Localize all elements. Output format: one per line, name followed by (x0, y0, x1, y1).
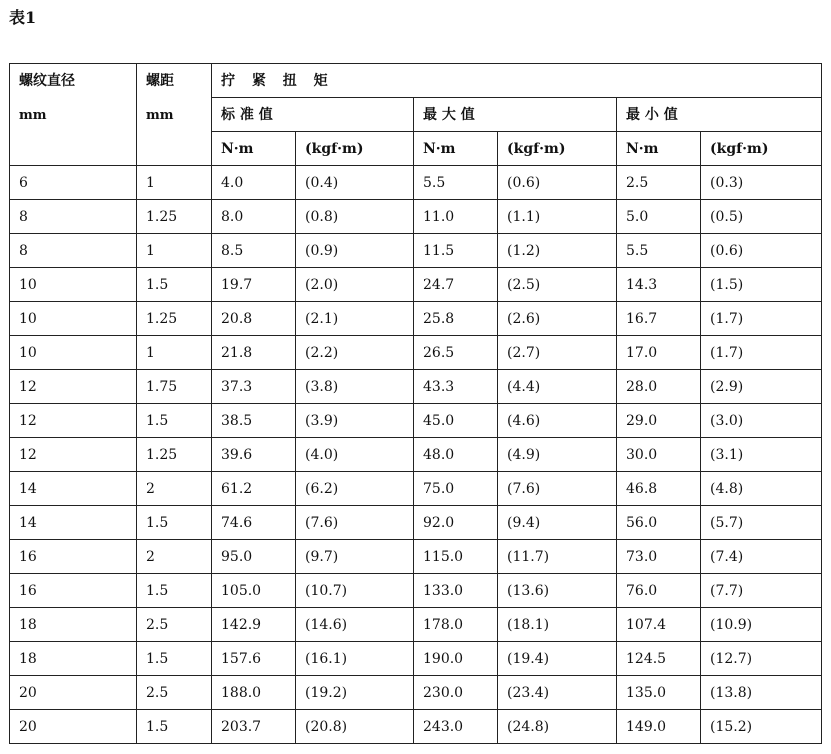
cell-max-kgf: (2.6) (498, 302, 617, 336)
unit-kgf-min: (kgf·m) (701, 132, 822, 166)
cell-pitch: 1.75 (137, 370, 212, 404)
unit-nm-min: N·m (617, 132, 701, 166)
unit-kgf-standard: (kgf·m) (296, 132, 414, 166)
cell-pitch: 1.5 (137, 268, 212, 302)
cell-standard-kgf: (0.8) (296, 200, 414, 234)
table-row (10, 642, 822, 676)
table-row (10, 234, 822, 268)
cell-pitch: 1.25 (137, 200, 212, 234)
cell-min-nm: 5.0 (617, 200, 701, 234)
cell-pitch: 1.5 (137, 506, 212, 540)
cell-standard-kgf: (3.9) (296, 404, 414, 438)
table-row (10, 336, 822, 370)
cell-min-kgf: (5.7) (701, 506, 822, 540)
cell-pitch: 1 (137, 234, 212, 268)
table-row (10, 200, 822, 234)
table-row (10, 540, 822, 574)
cell-max-kgf: (0.6) (498, 166, 617, 200)
cell-min-nm: 17.0 (617, 336, 701, 370)
table-row (10, 404, 822, 438)
table-row (10, 370, 822, 404)
cell-standard-kgf: (20.8) (296, 710, 414, 744)
table-caption: 表1 (9, 8, 37, 27)
cell-min-nm: 56.0 (617, 506, 701, 540)
cell-max-nm: 45.0 (414, 404, 498, 438)
cell-pitch: 1.5 (137, 574, 212, 608)
torque-table (9, 63, 822, 744)
cell-max-nm: 190.0 (414, 642, 498, 676)
cell-thread-diameter: 18 (10, 642, 137, 676)
cell-min-kgf: (13.8) (701, 676, 822, 710)
cell-max-kgf: (1.1) (498, 200, 617, 234)
cell-max-nm: 24.7 (414, 268, 498, 302)
cell-pitch: 2 (137, 540, 212, 574)
cell-max-nm: 11.0 (414, 200, 498, 234)
cell-standard-nm: 8.5 (212, 234, 296, 268)
cell-standard-nm: 20.8 (212, 302, 296, 336)
cell-min-kgf: (7.7) (701, 574, 822, 608)
header-row-1 (10, 64, 822, 98)
cell-thread-diameter: 14 (10, 506, 137, 540)
cell-min-nm: 2.5 (617, 166, 701, 200)
cell-standard-nm: 4.0 (212, 166, 296, 200)
header-min-value: 最 小 值 (617, 98, 822, 132)
cell-max-nm: 115.0 (414, 540, 498, 574)
cell-max-nm: 11.5 (414, 234, 498, 268)
cell-max-nm: 26.5 (414, 336, 498, 370)
cell-max-kgf: (23.4) (498, 676, 617, 710)
cell-standard-kgf: (14.6) (296, 608, 414, 642)
cell-min-kgf: (1.7) (701, 336, 822, 370)
cell-thread-diameter: 6 (10, 166, 137, 200)
unit-nm-standard: N·m (212, 132, 296, 166)
cell-max-kgf: (18.1) (498, 608, 617, 642)
cell-max-nm: 92.0 (414, 506, 498, 540)
cell-max-kgf: (7.6) (498, 472, 617, 506)
cell-max-nm: 243.0 (414, 710, 498, 744)
table-row (10, 574, 822, 608)
cell-min-kgf: (7.4) (701, 540, 822, 574)
cell-standard-kgf: (19.2) (296, 676, 414, 710)
cell-pitch: 2 (137, 472, 212, 506)
cell-thread-diameter: 12 (10, 370, 137, 404)
table-row (10, 438, 822, 472)
header-thread-diameter (10, 64, 137, 166)
cell-pitch: 1.5 (137, 642, 212, 676)
cell-standard-kgf: (6.2) (296, 472, 414, 506)
header-standard-value: 标 准 值 (212, 98, 414, 132)
pitch-unit: mm (146, 108, 174, 123)
cell-max-nm: 48.0 (414, 438, 498, 472)
cell-max-nm: 5.5 (414, 166, 498, 200)
cell-pitch: 1 (137, 166, 212, 200)
cell-min-kgf: (15.2) (701, 710, 822, 744)
table-row (10, 166, 822, 200)
cell-thread-diameter: 12 (10, 438, 137, 472)
cell-pitch: 1.5 (137, 710, 212, 744)
cell-min-kgf: (10.9) (701, 608, 822, 642)
cell-max-kgf: (4.6) (498, 404, 617, 438)
cell-min-nm: 30.0 (617, 438, 701, 472)
cell-thread-diameter: 10 (10, 302, 137, 336)
table-row (10, 472, 822, 506)
header-pitch (137, 64, 212, 166)
cell-standard-kgf: (9.7) (296, 540, 414, 574)
cell-pitch: 1.5 (137, 404, 212, 438)
cell-max-nm: 25.8 (414, 302, 498, 336)
cell-thread-diameter: 16 (10, 574, 137, 608)
cell-pitch: 1.25 (137, 438, 212, 472)
cell-max-kgf: (4.9) (498, 438, 617, 472)
cell-standard-kgf: (10.7) (296, 574, 414, 608)
cell-standard-nm: 74.6 (212, 506, 296, 540)
cell-min-nm: 149.0 (617, 710, 701, 744)
unit-nm-max: N·m (414, 132, 498, 166)
cell-min-kgf: (4.8) (701, 472, 822, 506)
cell-max-nm: 133.0 (414, 574, 498, 608)
cell-min-kgf: (0.6) (701, 234, 822, 268)
cell-standard-nm: 8.0 (212, 200, 296, 234)
cell-thread-diameter: 10 (10, 268, 137, 302)
cell-thread-diameter: 16 (10, 540, 137, 574)
cell-standard-nm: 61.2 (212, 472, 296, 506)
cell-max-kgf: (4.4) (498, 370, 617, 404)
table-row (10, 506, 822, 540)
thread-diameter-unit: mm (19, 108, 47, 123)
cell-min-kgf: (12.7) (701, 642, 822, 676)
header-max-value: 最 大 值 (414, 98, 617, 132)
cell-min-nm: 107.4 (617, 608, 701, 642)
cell-max-nm: 75.0 (414, 472, 498, 506)
header-tightening-torque: 拧 紧 扭 矩 (212, 64, 822, 98)
cell-min-kgf: (1.7) (701, 302, 822, 336)
cell-standard-nm: 203.7 (212, 710, 296, 744)
table-row (10, 608, 822, 642)
cell-standard-kgf: (0.4) (296, 166, 414, 200)
cell-min-kgf: (0.5) (701, 200, 822, 234)
cell-standard-nm: 105.0 (212, 574, 296, 608)
cell-thread-diameter: 20 (10, 676, 137, 710)
cell-pitch: 1 (137, 336, 212, 370)
cell-max-kgf: (19.4) (498, 642, 617, 676)
cell-standard-nm: 142.9 (212, 608, 296, 642)
cell-standard-nm: 39.6 (212, 438, 296, 472)
cell-max-kgf: (9.4) (498, 506, 617, 540)
thread-diameter-label: 螺纹直径 (19, 73, 75, 89)
cell-thread-diameter: 12 (10, 404, 137, 438)
cell-min-kgf: (2.9) (701, 370, 822, 404)
cell-standard-kgf: (2.0) (296, 268, 414, 302)
cell-min-nm: 28.0 (617, 370, 701, 404)
cell-standard-nm: 37.3 (212, 370, 296, 404)
cell-max-nm: 43.3 (414, 370, 498, 404)
cell-max-kgf: (13.6) (498, 574, 617, 608)
cell-max-kgf: (1.2) (498, 234, 617, 268)
cell-min-nm: 14.3 (617, 268, 701, 302)
cell-standard-nm: 19.7 (212, 268, 296, 302)
cell-min-nm: 16.7 (617, 302, 701, 336)
cell-max-nm: 230.0 (414, 676, 498, 710)
pitch-label: 螺距 (146, 73, 174, 89)
cell-standard-nm: 157.6 (212, 642, 296, 676)
cell-max-nm: 178.0 (414, 608, 498, 642)
cell-max-kgf: (2.5) (498, 268, 617, 302)
cell-standard-kgf: (3.8) (296, 370, 414, 404)
cell-max-kgf: (24.8) (498, 710, 617, 744)
cell-pitch: 2.5 (137, 608, 212, 642)
cell-pitch: 1.25 (137, 302, 212, 336)
table-row (10, 302, 822, 336)
cell-min-kgf: (3.1) (701, 438, 822, 472)
unit-kgf-max: (kgf·m) (498, 132, 617, 166)
cell-pitch: 2.5 (137, 676, 212, 710)
cell-min-nm: 5.5 (617, 234, 701, 268)
cell-thread-diameter: 14 (10, 472, 137, 506)
cell-min-nm: 29.0 (617, 404, 701, 438)
cell-standard-kgf: (4.0) (296, 438, 414, 472)
cell-min-nm: 46.8 (617, 472, 701, 506)
cell-thread-diameter: 10 (10, 336, 137, 370)
cell-standard-nm: 21.8 (212, 336, 296, 370)
table-row (10, 676, 822, 710)
cell-standard-nm: 188.0 (212, 676, 296, 710)
cell-standard-kgf: (2.2) (296, 336, 414, 370)
cell-standard-kgf: (0.9) (296, 234, 414, 268)
cell-standard-kgf: (7.6) (296, 506, 414, 540)
cell-min-nm: 135.0 (617, 676, 701, 710)
cell-thread-diameter: 18 (10, 608, 137, 642)
cell-min-kgf: (3.0) (701, 404, 822, 438)
cell-thread-diameter: 8 (10, 200, 137, 234)
cell-standard-nm: 38.5 (212, 404, 296, 438)
table-row (10, 710, 822, 744)
cell-min-nm: 76.0 (617, 574, 701, 608)
cell-max-kgf: (11.7) (498, 540, 617, 574)
cell-min-kgf: (1.5) (701, 268, 822, 302)
cell-standard-kgf: (16.1) (296, 642, 414, 676)
table-row (10, 268, 822, 302)
cell-min-kgf: (0.3) (701, 166, 822, 200)
table-body (10, 166, 822, 744)
table-header (10, 64, 822, 166)
cell-thread-diameter: 20 (10, 710, 137, 744)
cell-max-kgf: (2.7) (498, 336, 617, 370)
cell-min-nm: 73.0 (617, 540, 701, 574)
cell-standard-nm: 95.0 (212, 540, 296, 574)
cell-min-nm: 124.5 (617, 642, 701, 676)
cell-thread-diameter: 8 (10, 234, 137, 268)
cell-standard-kgf: (2.1) (296, 302, 414, 336)
